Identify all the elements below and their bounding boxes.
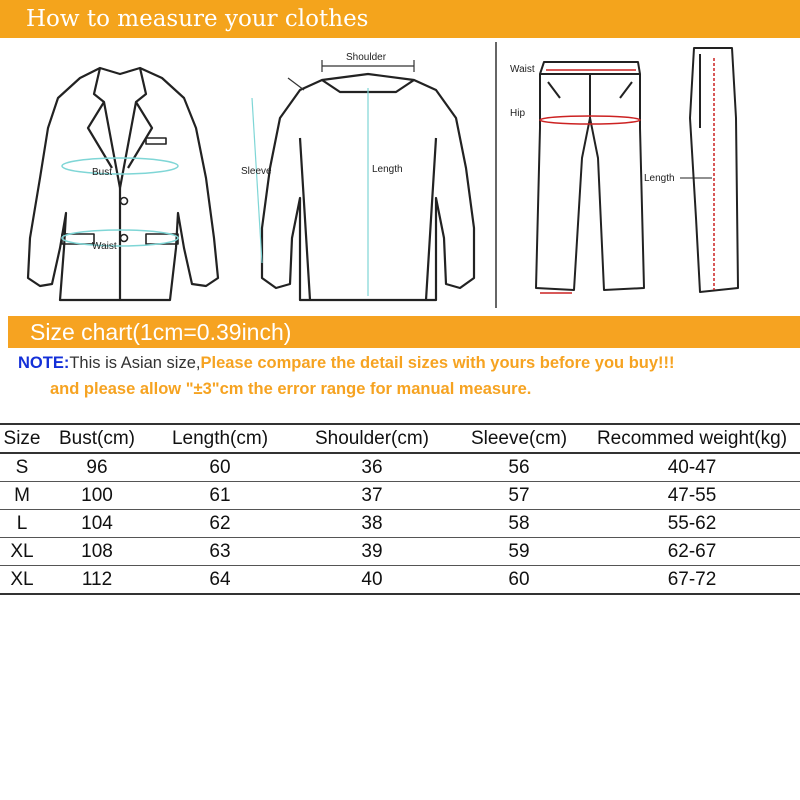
cell-sleeve: 59: [454, 538, 584, 566]
col-header-size: Size: [0, 424, 44, 453]
cell-length: 62: [150, 510, 290, 538]
cell-sleeve: 57: [454, 482, 584, 510]
jacket-front-drawing: [28, 68, 218, 300]
measurement-illustrations: [0, 38, 800, 316]
cell-weight: 40-47: [584, 453, 800, 482]
bust-label: Bust: [92, 167, 113, 178]
pants-waist-label: Waist: [510, 64, 535, 75]
banner-accent: [0, 316, 8, 348]
cell-weight: 67-72: [584, 566, 800, 595]
garment-diagram: [0, 38, 800, 316]
cell-size: L: [0, 510, 44, 538]
note-prefix: NOTE:: [18, 354, 70, 372]
table-row: [0, 566, 800, 595]
cell-bust: 96: [44, 453, 150, 482]
cell-length: 60: [150, 453, 290, 482]
table-header-row: [0, 424, 800, 453]
sleeve-label: Sleeve: [241, 166, 272, 177]
table-row: [0, 510, 800, 538]
pants-front-drawing: [536, 62, 644, 290]
col-header-weight: Recommed weight(kg): [584, 424, 800, 453]
size-chart-banner: [0, 316, 800, 348]
page-title: How to measure your clothes: [26, 6, 369, 32]
jacket-back-measure-lines: [252, 60, 414, 296]
size-table: [0, 423, 800, 595]
col-header-sleeve: Sleeve(cm): [454, 424, 584, 453]
cell-size: M: [0, 482, 44, 510]
cell-length: 64: [150, 566, 290, 595]
cell-shoulder: 39: [290, 538, 454, 566]
cell-shoulder: 40: [290, 566, 454, 595]
col-header-bust: Bust(cm): [44, 424, 150, 453]
pants-length-label: Length: [644, 173, 675, 184]
cell-shoulder: 36: [290, 453, 454, 482]
cell-size: XL: [0, 566, 44, 595]
cell-size: XL: [0, 538, 44, 566]
waist-label: Waist: [92, 241, 117, 252]
col-header-shoulder: Shoulder(cm): [290, 424, 454, 453]
table-row: [0, 453, 800, 482]
cell-size: S: [0, 453, 44, 482]
size-note: [18, 350, 798, 402]
cell-length: 63: [150, 538, 290, 566]
cell-weight: 62-67: [584, 538, 800, 566]
cell-sleeve: 58: [454, 510, 584, 538]
table-row: [0, 482, 800, 510]
title-banner: [0, 0, 800, 38]
cell-sleeve: 60: [454, 566, 584, 595]
shoulder-label: Shoulder: [346, 52, 387, 63]
col-header-length: Length(cm): [150, 424, 290, 453]
hip-label: Hip: [510, 108, 526, 119]
cell-bust: 104: [44, 510, 150, 538]
cell-shoulder: 37: [290, 482, 454, 510]
note-compare: Please compare the detail sizes with yours before you buy!!!: [200, 354, 675, 372]
cell-bust: 108: [44, 538, 150, 566]
cell-weight: 55-62: [584, 510, 800, 538]
note-allow: and please allow "±3"cm the error range for manual measure.: [50, 380, 532, 398]
cell-length: 61: [150, 482, 290, 510]
note-asian: This is Asian size,: [69, 354, 201, 372]
length-label: Length: [372, 164, 403, 175]
cell-bust: 112: [44, 566, 150, 595]
cell-weight: 47-55: [584, 482, 800, 510]
note-line-1: [18, 350, 798, 376]
cell-bust: 100: [44, 482, 150, 510]
size-chart-title: Size chart(1cm=0.39inch): [30, 319, 292, 345]
cell-shoulder: 38: [290, 510, 454, 538]
cell-sleeve: 56: [454, 453, 584, 482]
table-row: [0, 538, 800, 566]
